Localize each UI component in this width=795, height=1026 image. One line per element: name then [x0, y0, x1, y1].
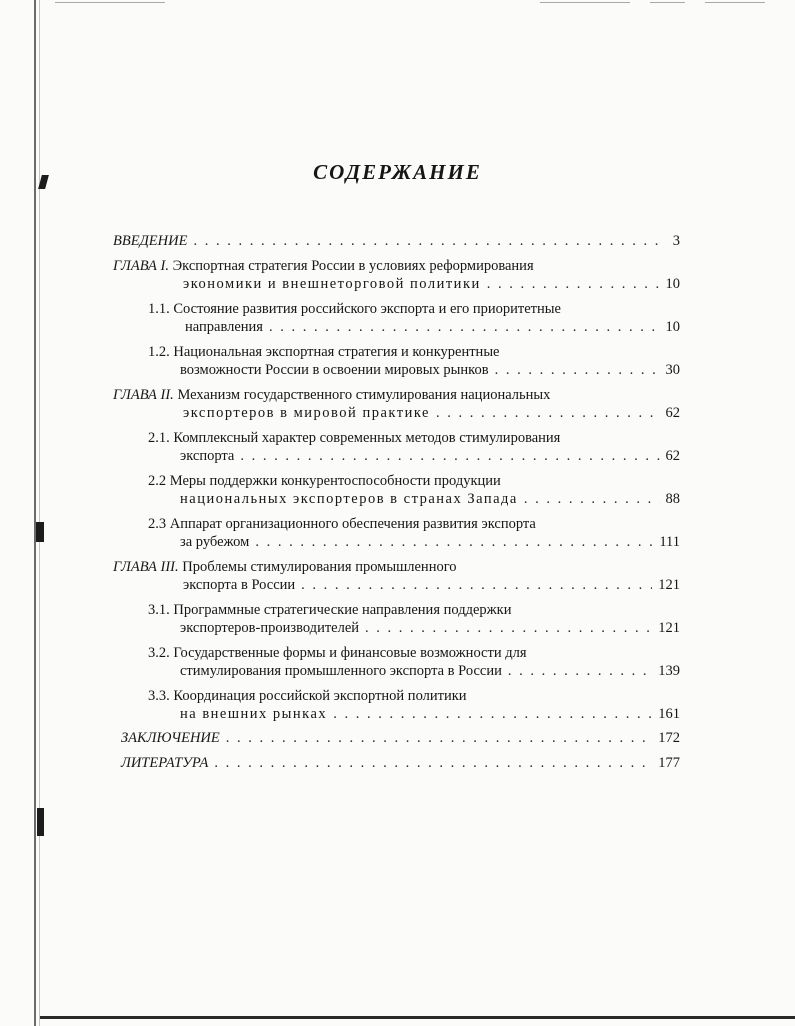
scan-edge-left-faint — [39, 0, 40, 1026]
page-number: 10 — [665, 276, 680, 292]
page-number: 121 — [658, 620, 680, 636]
toc-entry-section-3-1 — [113, 601, 680, 637]
dot-leader — [214, 754, 652, 772]
section-number: 3.2. — [148, 645, 170, 661]
page-number: 88 — [665, 491, 680, 507]
toc-entry-title: Программные стратегические направления поддержки — [173, 602, 512, 618]
toc-entry-section-1-1 — [113, 300, 680, 336]
scan-edge-top — [650, 2, 685, 3]
dot-leader — [333, 705, 652, 723]
section-number: 1.2. — [148, 344, 170, 360]
toc-entry-label: ВВЕДЕНИЕ — [113, 233, 188, 249]
section-number: 2.1. — [148, 430, 170, 446]
toc-entry-title-cont: экспорта — [180, 448, 235, 464]
page-number: 177 — [658, 755, 680, 771]
scan-edge-top — [705, 2, 765, 3]
page-number: 139 — [658, 663, 680, 679]
toc-entry-title: Национальная экспортная стратегия и конкурентные — [173, 344, 500, 360]
toc-entry-title: Механизм государственного стимулирования национальных — [177, 387, 551, 403]
scan-edge-top — [55, 2, 165, 3]
toc-entry-title-cont: возможности России в освоении мировых рынков — [180, 362, 489, 378]
page-number: 62 — [665, 448, 680, 464]
scan-mark — [36, 522, 44, 542]
page-number: 121 — [658, 577, 680, 593]
chapter-number: ГЛАВА III. — [113, 559, 179, 575]
toc-entry-section-3-3 — [113, 687, 680, 723]
toc-entry-title-cont: национальных экспортеров в странах Запада — [180, 491, 518, 507]
toc-entry-title-cont: экспортеров-производителей — [180, 620, 360, 636]
page-number: 30 — [665, 362, 680, 378]
table-of-contents — [113, 232, 680, 772]
dot-leader — [508, 662, 652, 680]
page-number: 161 — [658, 706, 680, 722]
toc-entry-title-cont: экспортеров в мировой практике — [183, 405, 430, 421]
section-number: 1.1. — [148, 301, 170, 317]
toc-entry-introduction — [113, 232, 680, 250]
dot-leader — [226, 729, 653, 747]
page-number: 3 — [672, 233, 680, 249]
dot-leader — [240, 447, 659, 465]
toc-entry-label: ЛИТЕРАТУРА — [121, 755, 209, 771]
toc-entry-chapter-3 — [113, 558, 680, 594]
chapter-number: ГЛАВА II. — [113, 387, 174, 403]
toc-entry-section-2-2 — [113, 472, 680, 508]
toc-entry-title-cont: направления — [185, 319, 263, 335]
dot-leader — [255, 533, 653, 551]
dot-leader — [436, 404, 660, 422]
dot-leader — [269, 318, 660, 336]
toc-entry-chapter-1 — [113, 257, 680, 293]
toc-entry-title-cont: на внешних рынках — [180, 706, 328, 722]
section-number: 2.3 — [148, 516, 167, 532]
toc-entry-title: Государственные формы и финансовые возможности для — [173, 645, 527, 661]
chapter-number: ГЛАВА I. — [113, 258, 169, 274]
toc-entry-label: ЗАКЛЮЧЕНИЕ — [121, 730, 220, 746]
toc-entry-references — [113, 754, 680, 772]
section-number: 3.3. — [148, 688, 170, 704]
page-number: 10 — [665, 319, 680, 335]
page-number: 111 — [659, 534, 680, 550]
section-number: 2.2 — [148, 473, 167, 489]
toc-entry-title: Комплексный характер современных методов стимулирования — [173, 430, 561, 446]
toc-entry-chapter-2 — [113, 386, 680, 422]
dot-leader — [495, 361, 660, 379]
section-number: 3.1. — [148, 602, 170, 618]
scan-edge-left — [34, 0, 36, 1026]
toc-entry-section-2-3 — [113, 515, 680, 551]
toc-entry-title: Проблемы стимулирования промышленного — [182, 559, 457, 575]
toc-entry-title-cont: экспорта в России — [183, 577, 296, 593]
scan-edge-bottom — [40, 1016, 795, 1019]
dot-leader — [524, 490, 660, 508]
toc-entry-section-2-1 — [113, 429, 680, 465]
page-number: 62 — [665, 405, 680, 421]
toc-entry-title-cont: экономики и внешнеторговой политики — [183, 276, 481, 292]
dot-leader — [301, 576, 652, 594]
toc-entry-title-cont: за рубежом — [180, 534, 250, 550]
toc-entry-title: Состояние развития российского экспорта и его приоритетные — [173, 301, 561, 317]
toc-entry-section-3-2 — [113, 644, 680, 680]
page-number: 172 — [658, 730, 680, 746]
toc-entry-title: Аппарат организационного обеспечения развития экспорта — [169, 516, 536, 532]
page-title: СОДЕРЖАНИЕ — [313, 160, 482, 184]
scan-edge-top — [540, 2, 630, 3]
dot-leader — [365, 619, 652, 637]
toc-entry-section-1-2 — [113, 343, 680, 379]
dot-leader — [487, 275, 660, 293]
toc-entry-title-cont: стимулирования промышленного экспорта в России — [180, 663, 502, 679]
toc-entry-conclusion — [113, 729, 680, 747]
toc-entry-title: Меры поддержки конкурентоспособности продукции — [169, 473, 501, 489]
toc-entry-title: Экспортная стратегия России в условиях реформирования — [172, 258, 534, 274]
scan-mark — [37, 808, 44, 836]
dot-leader — [193, 232, 666, 250]
toc-entry-title: Координация российской экспортной политики — [173, 688, 467, 704]
